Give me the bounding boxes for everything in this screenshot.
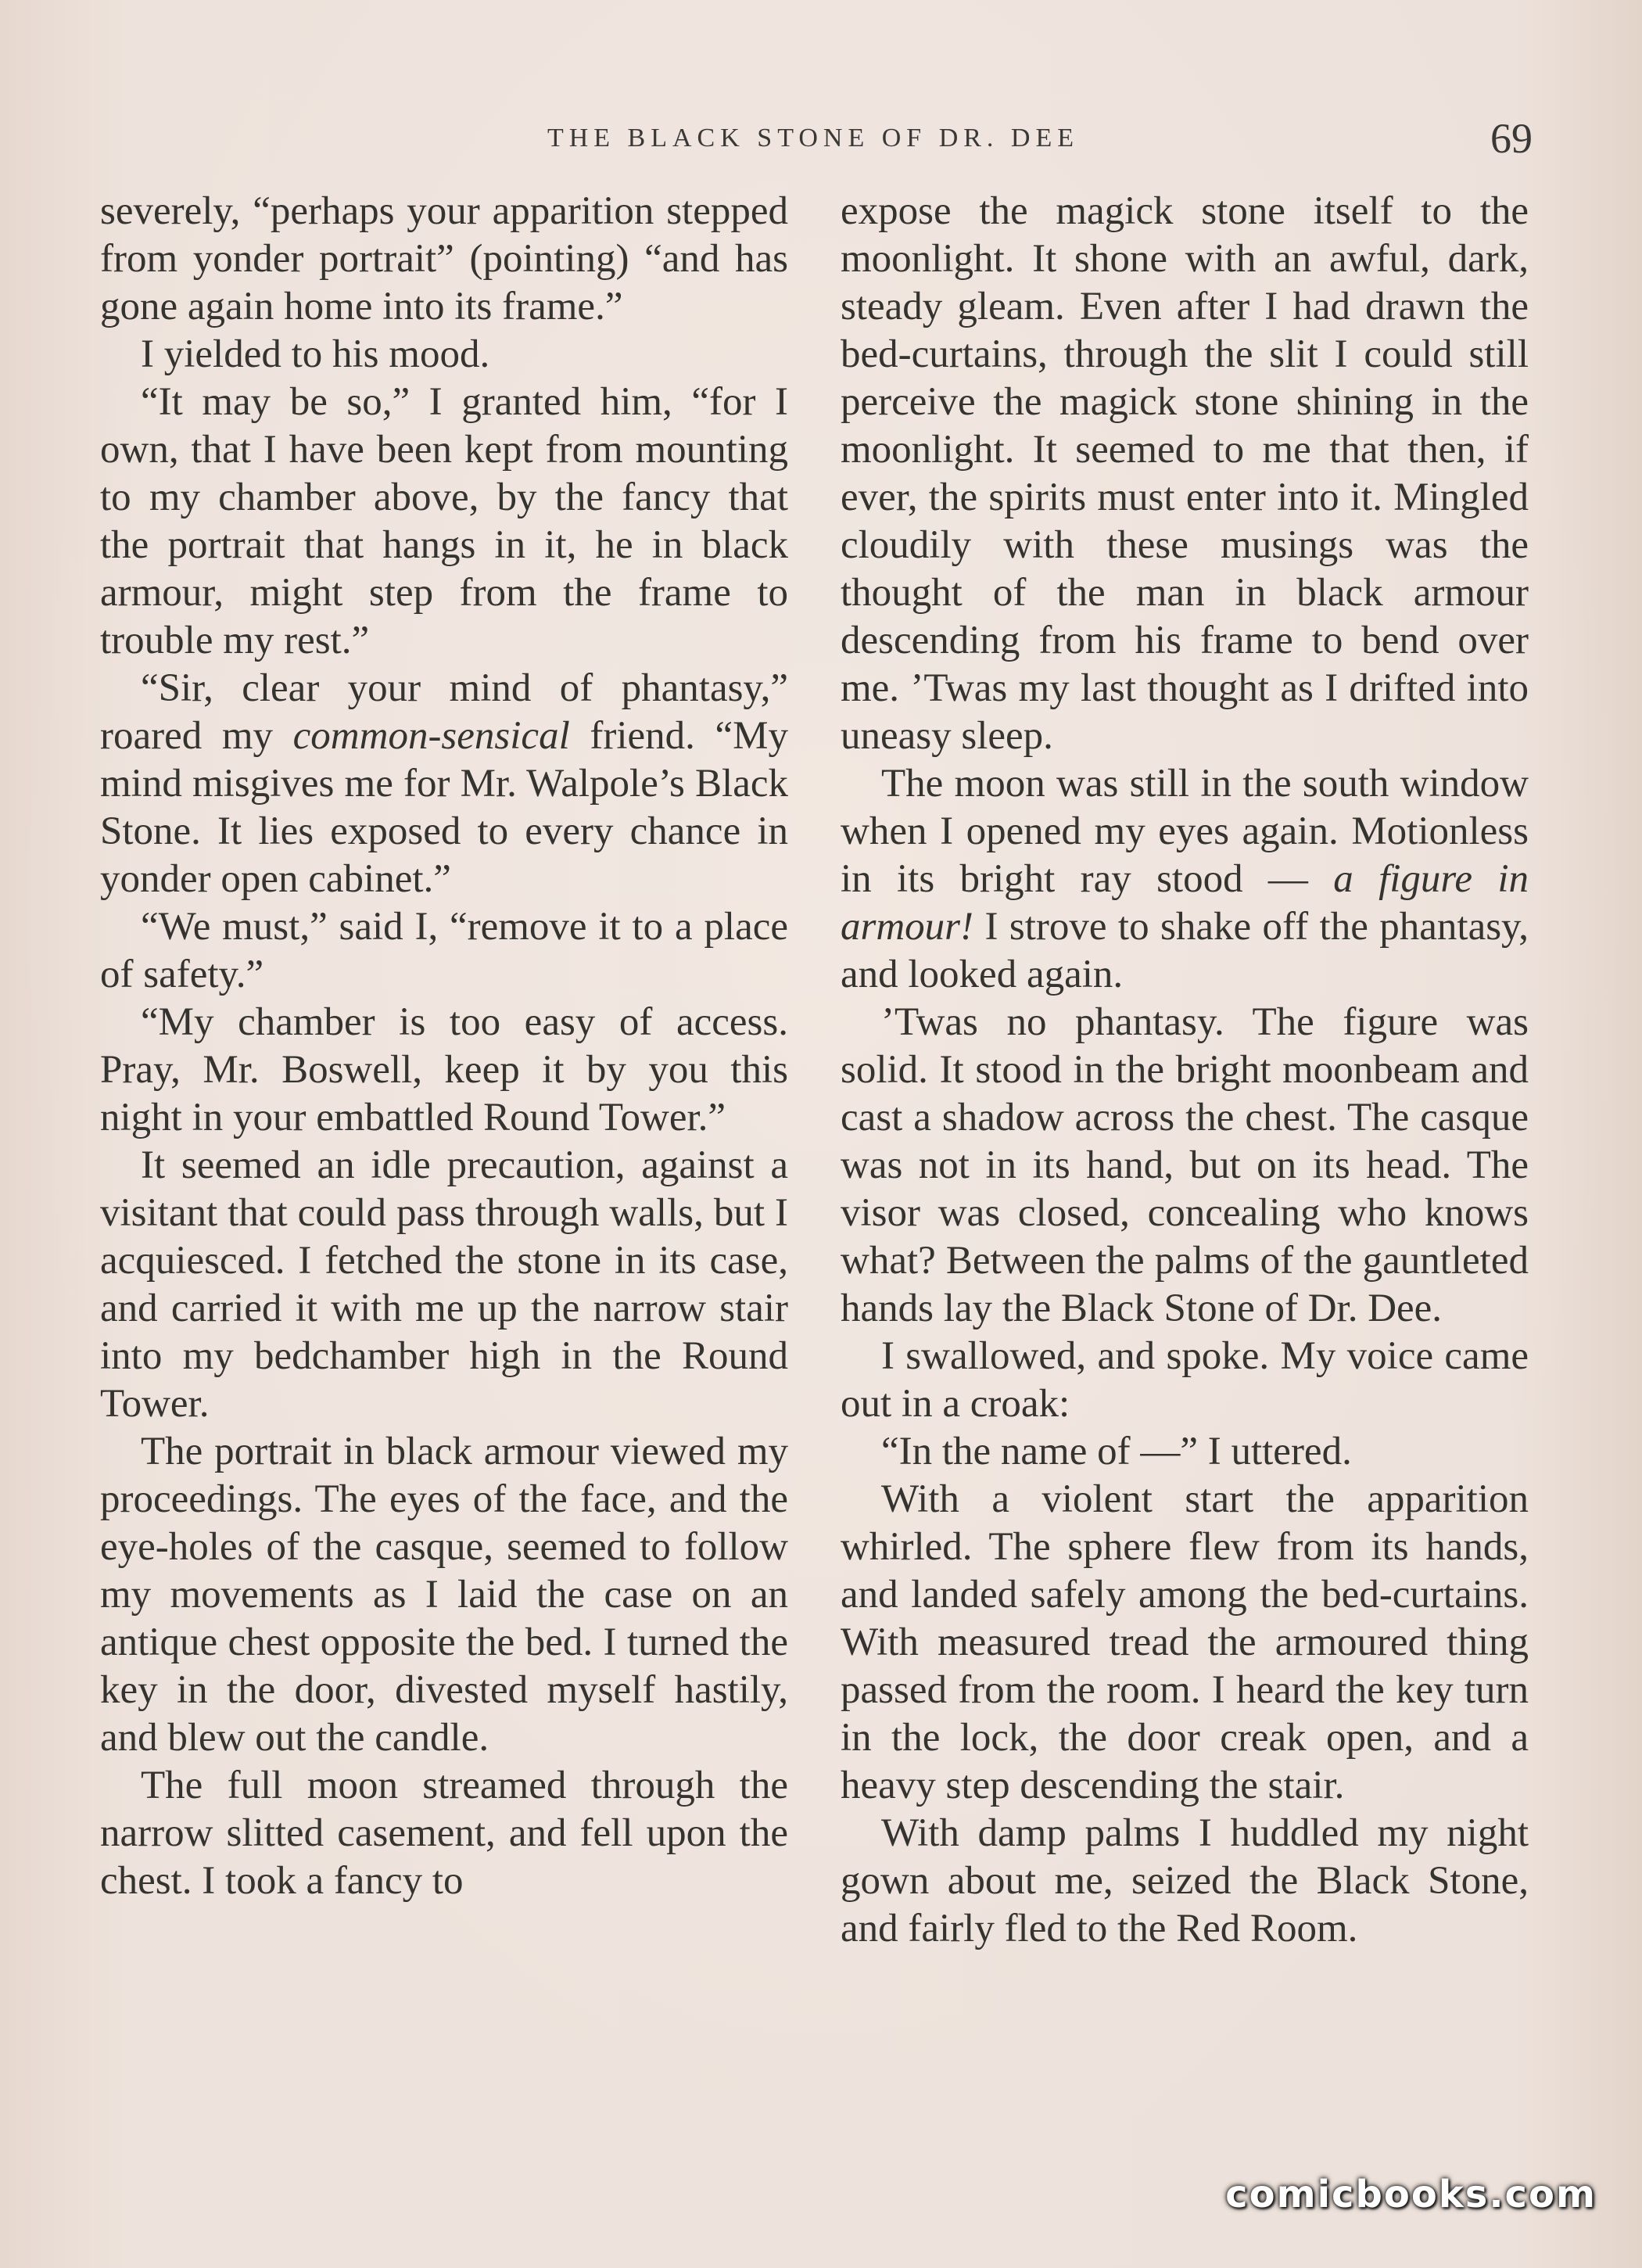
paragraph: With damp palms I huddled my night gown about me, seized the Black Stone, and fairly fled to the Red Room. bbox=[841, 1811, 1529, 1950]
right-column bbox=[841, 188, 1529, 1953]
paragraph: The full moon streamed through the narrow slitted casement, and fell upon the chest. I took a fancy to bbox=[100, 1764, 788, 1903]
paragraph: “Sir, clear your mind of phantasy,” roared my common-sensical friend. “My mind misgives me for Mr. Walpole’s Black Stone. It lies exposed to every chance in yonder open cabinet.” bbox=[100, 666, 788, 901]
italic-phrase: a figure in armour! bbox=[841, 857, 1529, 949]
left-column bbox=[100, 188, 788, 1905]
paragraph: It seemed an idle precaution, against a visitant that could pass through walls, but I acquiesced. I fetched the stone in its case, and carried it with me up the narrow stair into my bedchamber high in the Round Tower. bbox=[100, 1143, 788, 1426]
paragraph: With a violent start the apparition whirled. The sphere flew from its hands, and landed safely among the bed-curtains. With measured tread the armoured thing passed from the room. I heard the key turn in the lock, the door creak open, and a heavy step descending the stair. bbox=[841, 1477, 1529, 1807]
paragraph: ’Twas no phantasy. The figure was solid. It stood in the bright moonbeam and cast a shadow across the chest. The casque was not in its hand, but on its head. The visor was closed, concealing who knows what? Between the palms of the gauntleted hands lay the Black Stone of Dr. Dee. bbox=[841, 1000, 1529, 1330]
watermark: comicbooks.com bbox=[1225, 2173, 1597, 2216]
page-number: 69 bbox=[1490, 115, 1533, 162]
paragraph: “My chamber is too easy of access. Pray, Mr. Boswell, keep it by you this night in your embattled Round Tower.” bbox=[100, 1000, 788, 1139]
italic-phrase: common-sensical bbox=[292, 714, 570, 758]
running-head bbox=[0, 115, 1642, 163]
paragraph: expose the magick stone itself to the moonlight. It shone with an awful, dark, steady gleam. Even after I had drawn the bed-curtains, through the slit I could still perceive the magick stone shining in the moonlight. It seemed to me that then, if ever, the spirits must enter into it. Mingled cloudily with these musings was the thought of the man in black armour descending from his frame to bend over me. ’Twas my last thought as I drifted into uneasy sleep. bbox=[841, 189, 1529, 758]
paragraph: I yielded to his mood. bbox=[141, 332, 490, 376]
paragraph: “It may be so,” I granted him, “for I own, that I have been kept from mounting to my chamber above, by the fancy that the portrait that hangs in it, he in black armour, might step from the frame to trouble my rest.” bbox=[100, 380, 788, 662]
paragraph: The portrait in black armour viewed my proceedings. The eyes of the face, and the eye-holes of the casque, seemed to follow my movements as I laid the case on an antique chest opposite the bed. I turned the key in the door, divested myself hastily, and blew out the candle. bbox=[100, 1430, 788, 1760]
paragraph: “We must,” said I, “remove it to a place of safety.” bbox=[100, 905, 788, 996]
running-title: THE BLACK STONE OF DR. DEE bbox=[547, 124, 1080, 153]
paragraph: I swallowed, and spoke. My voice came out in a croak: bbox=[841, 1334, 1529, 1426]
paragraph: The moon was still in the south window when I opened my eyes again. Motionless in its bright ray stood — a figure in armour! I strove to shake off the phantasy, and looked again. bbox=[841, 762, 1529, 996]
paragraph: “In the name of —” I uttered. bbox=[881, 1430, 1352, 1473]
paragraph: severely, “perhaps your apparition stepped from yonder portrait” (pointing) “and has gone again home into its frame.” bbox=[100, 189, 788, 328]
